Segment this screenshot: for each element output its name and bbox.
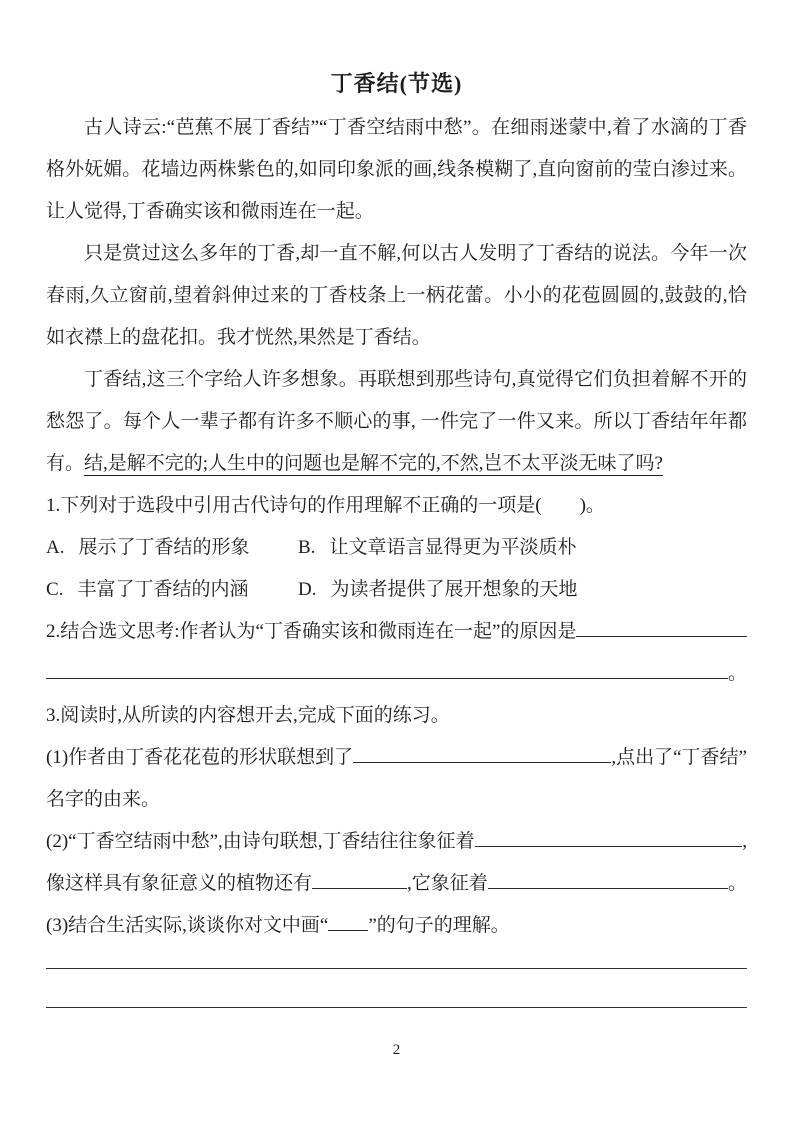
question-2-line-2	[46, 653, 747, 695]
question-1-option-b	[298, 527, 576, 569]
article-paragraph-3	[46, 359, 747, 485]
question-3-sub1-line-1	[46, 737, 747, 779]
question-3-sub1-line-2: 名字的由来。	[46, 789, 161, 810]
question-2-answer-blank-2	[46, 676, 728, 679]
question-1-options-row-1	[46, 527, 747, 569]
question-3-sub2-prefix: (2)“丁香空结雨中愁”,由诗句联想,丁香结往往象征着	[46, 831, 475, 852]
question-3-sub1-suffix: ,点出了“丁香结”	[611, 747, 747, 768]
article-paragraph-1: 古人诗云:“芭蕉不展丁香结”“丁香空结雨中愁”。在细雨迷蒙中,着了水滴的丁香格外妩媚。花墙边两株紫色的,如同印象派的画,线条模糊了,直向窗前的莹白渗过来。让人觉得,丁香确实该和微雨连在一起。	[46, 117, 747, 222]
question-3-sub2-line-1	[46, 821, 747, 863]
article-paragraph-2: 只是赏过这么多年的丁香,却一直不解,何以古人发明了丁香结的说法。今年一次春雨,久立窗前,望着斜伸过来的丁香枝条上一柄花蕾。小小的花苞圆圆的,鼓鼓的,恰如衣襟上的盘花扣。我才恍然,果然是丁香结。	[46, 243, 747, 348]
option-b-label: B.	[298, 537, 316, 558]
answer-writing-line-2	[46, 1007, 747, 1008]
page-number: 2	[392, 1042, 401, 1058]
question-1-option-c	[46, 569, 298, 611]
question-3-sub3-text-after: ”的句子的理解。	[368, 915, 510, 936]
question-3-sub2-answer-blank-2	[312, 886, 407, 889]
question-3-sub2-line-2	[46, 863, 747, 905]
question-1-options-row-2	[46, 569, 747, 611]
question-3-sub1-prefix: (1)作者由丁香花花苞的形状联想到了	[46, 747, 354, 768]
paragraph-3-underlined-sentence: 结,是解不完的;人生中的问题也是解不完的,不然,岂不太平淡无味了吗?	[84, 453, 663, 474]
question-3-sub1-answer-blank	[353, 760, 611, 763]
option-c-label: C.	[46, 579, 64, 600]
option-b-text: 让文章语言显得更为平淡质朴	[329, 537, 577, 558]
paragraph-3-lead-text: 丁香结,这三个字给人许多想象。再联想到那些诗句,真觉得它们负担着解不开的愁怨了。每个人一辈子都有许多不顺心的事, 一件完了一件又来。所以丁香结年年都有。	[46, 369, 747, 474]
question-2-answer-blank-1	[576, 634, 747, 637]
question-2-line-1	[46, 611, 747, 653]
question-1-option-a	[46, 527, 298, 569]
document-title: 丁香结(节选)	[330, 71, 463, 96]
option-a-text: 展示了丁香结的形象	[78, 537, 250, 558]
question-1-stem: 1.下列对于选段中引用古代诗句的作用理解不正确的一项是( )。	[46, 495, 605, 516]
question-3-sub3-text-before: (3)结合生活实际,谈谈你对文中画“	[46, 915, 329, 936]
question-2-stem: 2.结合选文思考:作者认为“丁香确实该和微雨连在一起”的原因是	[46, 621, 577, 642]
question-3-sub2-period: 。	[727, 873, 747, 894]
question-3-sub2-line2-text-1: 像这样具有象征意义的植物还有	[46, 873, 313, 894]
option-c-text: 丰富了丁香结的内涵	[77, 579, 249, 600]
question-3-stem: 3.阅读时,从所读的内容想开去,完成下面的练习。	[46, 705, 450, 726]
question-3-sub2-comma: ,	[742, 831, 747, 852]
answer-writing-line-1	[46, 968, 747, 969]
question-3-sub3-line	[46, 905, 747, 947]
question-3-sub2-answer-blank-3	[488, 886, 728, 889]
option-d-text: 为读者提供了展开想象的天地	[330, 579, 578, 600]
question-3-sub2-answer-blank-1	[475, 844, 743, 847]
question-3-sub2-line2-text-2: ,它象征着	[407, 873, 488, 894]
question-3-sub3-quoted-blank	[328, 928, 368, 931]
option-a-label: A.	[46, 537, 65, 558]
question-1-option-d	[298, 569, 578, 611]
question-2-line-2-period: 。	[727, 663, 747, 684]
option-d-label: D.	[298, 579, 317, 600]
